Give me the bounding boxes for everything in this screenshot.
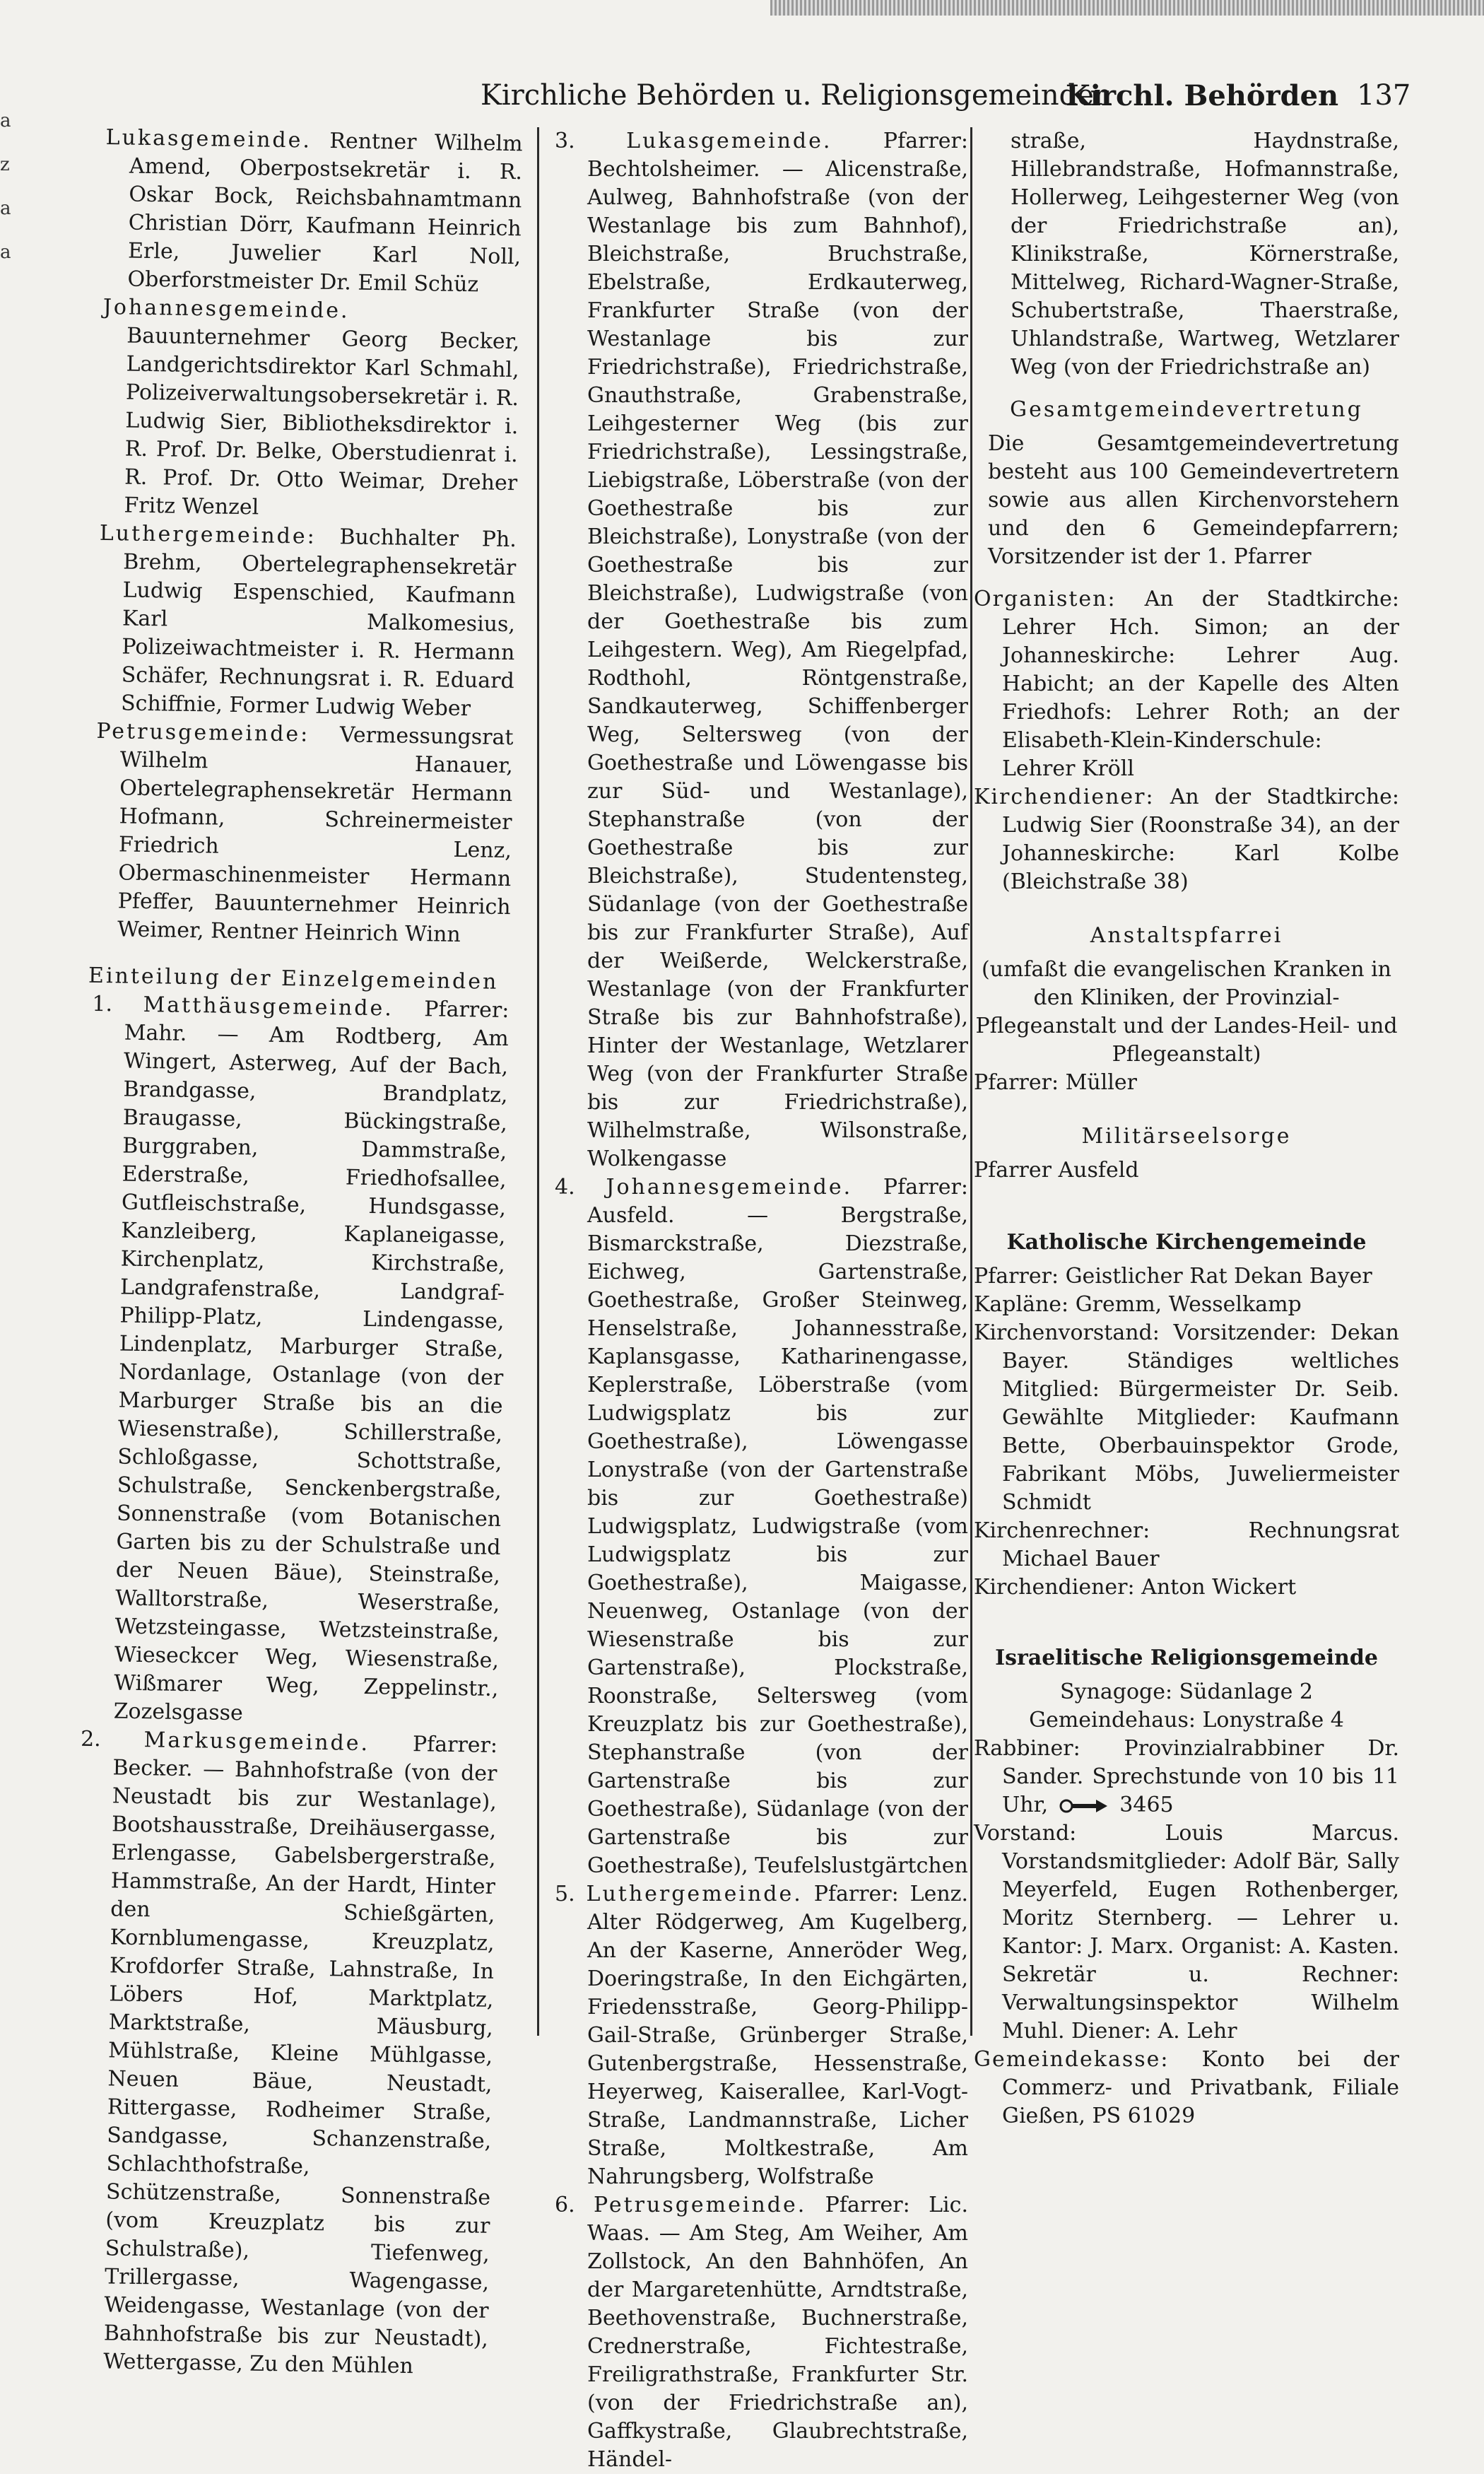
margin-marks <box>0 99 10 274</box>
gemeindekasse-entry <box>974 2046 1399 2130</box>
entry-text: Bauunternehmer Georg Becker, Landgerichtsdirektor Karl Schmahl, Polizeiverwaltungsobersekretär i. R. Ludwig Sier, Bibliotheksdirektor i. R. Prof. Dr. Belke, Oberstudienrat i. R. Prof. Dr. Otto Weimar, Dreher Fritz Wenzel <box>124 323 520 520</box>
district-number: 6. <box>555 2193 575 2217</box>
entry-head: Lukasgemeinde. <box>105 124 312 153</box>
entry-text: Vermessungsrat Wilhelm Hanauer, Obertelegraphensekretär Hermann Hofmann, Schreinermeister Friedrich Lenz, Obermaschinenmeister Hermann Pfeffer, Bauunternehmer Heinrich Weimer, Rentner Heinrich Winn <box>117 722 514 948</box>
israel-heading: Israelitische Religionsgemeinde <box>995 1646 1378 1670</box>
column-rule <box>970 127 972 2036</box>
page-number: 137 <box>1357 79 1411 112</box>
district-number: 3. <box>555 129 575 153</box>
entry-text: Rentner Wilhelm Amend, Oberpostsekretär i. R. Oskar Bock, Reichsbahnamtmann Christian Dörr, Kaufmann Heinrich Erle, Juwelier Karl Noll, Oberforstmeister Dr. Emil Schüz <box>127 128 523 298</box>
entry-text: Rabbiner: Provinzialrabbiner Dr. Sander. Sprechstunde von 10 bis 11 Uhr, <box>974 1736 1399 1817</box>
entry-head: Luthergemeinde. <box>586 1882 803 1906</box>
entry-text: An der Stadtkirche: Lehrer Hch. Simon; an der Johanneskirche: Lehrer Aug. Habicht; an der Kapelle des Alten Friedhofs: Lehrer Roth; an der Elisabeth-Klein-Kinderschule: Lehrer Kröll <box>1002 587 1399 781</box>
continuation-text: straße, Haydnstraße, Hillebrandstraße, Hofmannstraße, Hollerweg, Leihgesterner Weg (von der Friedrichstraße an), Klinikstraße, Körnerstraße, Mittelweg, Richard-Wagner-Straße, Schubertstraße, Thaerstraße, Uhlandstraße, Wartweg, Wetzlarer Weg (von der Friedrichstraße an) <box>1011 129 1399 380</box>
entry-head: Lukasgemeinde. <box>626 129 832 153</box>
kirchendiener-entry <box>974 783 1399 896</box>
entry-text: Pfarrer: Lenz. Alter Rödgerweg, Am Kugelberg, An der Kaserne, Anneröder Weg, Doeringstraße, In den Eichgärten, Friedensstraße, Georg-Philipp-Gail-Straße, Grünberger Straße, Gutenbergstraße, Hessenstraße, Heyerweg, Kaiserallee, Karl-Vogt-Straße, Landmannstraße, Licher Straße, Moltkestraße, Am Nahrungsberg, Wolfstraße <box>587 1882 968 2189</box>
katholisch-heading: Katholische Kirchengemeinde <box>1006 1230 1367 1255</box>
entry-head: Gemeindekasse: <box>974 2047 1170 2072</box>
district-number: 4. <box>555 1175 575 1200</box>
rabbiner-entry <box>974 1735 1399 1819</box>
column-middle <box>555 127 968 2472</box>
page-header <box>0 79 1484 122</box>
entry-text: Pfarrer: Bechtolsheimer. — Alicenstraße, Aulweg, Bahnhofstraße (von der Westanlage bis zum Bahnhof), Bleichstraße, Bruchstraße, Ebelstraße, Erdkauterweg, Frankfurter Straße (von der Westanlage bis zur Friedrichstraße), Friedrichstraße, Gnauthstraße, Grabenstraße, Leihgesterner Weg (bis zur Friedrichstraße), Lessingstraße, Liebigstraße, Löberstraße (von der Goethestraße bis zur Bleichstraße), Lonystraße (von der Goethestraße bis zur Bleichstraße), Ludwigstraße (von der Goethestraße bis zum Leihgestern. Weg), Am Riegelpfad, Rodthohl, Röntgenstraße, Sandkauterweg, Schiffenberger Weg, Seltersweg (von der Goethestraße und Löwengasse bis zur Süd- und Westanlage), Stephanstraße (von der Goethestraße bis zur Bleichstraße), Studentensteg, Südanlage (von der Goethestraße bis zur Frankfurter Straße), Auf der Weißerde, Welckerstraße, Westanlage (von der Frankfurter Straße bis zur Bahnhofstraße), Hinter der Westanlage, Wetzlarer Weg (von der Frankfurter Straße bis zur Friedrichstraße), Wilhelmstraße, Wilsonstraße, Wolkengasse <box>587 129 968 1171</box>
district-number: 2. <box>80 1726 101 1752</box>
margin-mark: z <box>0 154 10 175</box>
entry-head: Organisten: <box>974 587 1117 611</box>
section-short-title: Kirchl. Behörden <box>1066 79 1339 112</box>
column-right <box>974 127 1399 2128</box>
parish-district <box>555 1880 968 2191</box>
council-entry <box>93 717 514 950</box>
entry-head: Matthäusgemeinde. <box>143 992 394 1021</box>
parish-district <box>555 2191 968 2474</box>
vorstand-entry: Vorstand: Louis Marcus. Vorstandsmitglieder: Adolf Bär, Sally Meyerfeld, Eugen Rothenberger, Moritz Sternberg. — Lehrer u. Kantor: J. Marx. Organist: A. Kasten. Sekretär u. Rechner: Verwaltungsinspektor Wilhelm Muhl. Diener: A. Lehr <box>974 1821 1399 2044</box>
margin-mark: a <box>0 198 11 219</box>
entry-text: Pfarrer: Becker. — Bahnhofstraße (von der Neustadt bis zur Westanlage), Bootshausstraße, Dreihäusergasse, Erlengasse, Gabelsbergerstraße, Hammstraße, An der Hardt, Hinter den Schießgärten, Kornblumengasse, Kreuzplatz, Krofdorfer Straße, Lahnstraße, In Löbers Hof, Marktplatz, Marktstraße, Mäusburg, Mühlstraße, Kleine Mühlgasse, Neuen Bäue, Neustadt, Rittergasse, Rodheimer Straße, Sandgasse, Schanzenstraße, Schlachthofstraße, Schützenstraße, Sonnenstraße (vom Kreuzplatz bis zur Schulstraße), Tiefenweg, Trillergasse, Wagengasse, Weidengasse, Westanlage (von der Bahnhofstraße bis zur Neustadt), Wettergasse, Zu den Mühlen <box>102 1731 498 2379</box>
spacer <box>974 571 1399 585</box>
council-entry <box>103 124 523 300</box>
entry-head: Johannesgemeinde. <box>606 1175 853 1200</box>
entry-head: Johannesgemeinde. <box>102 294 350 324</box>
parish-district <box>555 127 968 1173</box>
katholisch-entry: Kirchenvorstand: Vorsitzender: Dekan Bayer. Ständiges weltliches Mitglied: Bürgermeister Dr. Seib. Gewählte Mitglieder: Kaufmann Bette, Oberbauinspektor Grode, Fabrikant Möbs, Juweliermeister Schmidt <box>974 1320 1399 1515</box>
katholisch-entry: Kapläne: Gremm, Wesselkamp <box>974 1292 1302 1317</box>
scan-edge-bar <box>770 0 1484 16</box>
anstalt-heading: Anstaltspfarrei <box>1090 923 1283 948</box>
entry-head: Petrusgemeinde: <box>96 718 310 747</box>
column-left <box>76 124 523 2379</box>
parish-district <box>81 990 509 1732</box>
council-entry <box>97 520 517 724</box>
running-title: Kirchliche Behörden u. Religionsgemeinden <box>481 79 1112 112</box>
parish-district <box>555 1173 968 1880</box>
anstalt-pfarrer: Pfarrer: Müller <box>974 1070 1137 1095</box>
militaer-heading: Militärseelsorge <box>1081 1124 1292 1149</box>
entry-text: Pfarrer: Ausfeld. — Bergstraße, Bismarckstraße, Diezstraße, Eichweg, Gartenstraße, Goethestraße, Großer Steinweg, Henselstraße, Johannesstraße, Kaplansgasse, Katharinengasse, Keplerstraße, Löberstraße (vom Ludwigsplatz bis zur Goethestraße), Löwengasse Lonystraße (von der Gartenstraße bis zur Goethestraße) Ludwigsplatz, Ludwigstraße (vom Ludwigsplatz bis zur Goethestraße), Maigasse, Neuenweg, Ostanlage (von der Wiesenstraße bis zur Gartenstraße), Plockstraße, Roonstraße, Seltersweg (vom Kreuzplatz bis zur Goethestraße), Stephanstraße (von der Gartenstraße bis zur Goethestraße), Südanlage (von der Gartenstraße bis zur Goethestraße), Teufelslustgärtchen <box>587 1175 968 1878</box>
district-number: 5. <box>555 1882 575 1906</box>
council-entry <box>100 293 520 526</box>
parish-district <box>71 1725 497 2382</box>
katholisch-entry: Kirchendiener: Anton Wickert <box>974 1575 1297 1600</box>
division-heading: Einteilung der Einzelgemeinden <box>88 963 499 995</box>
telephone-key-icon <box>1059 1798 1109 1814</box>
entry-head: Luthergemeinde: <box>99 520 317 549</box>
phone-number: 3465 <box>1119 1793 1174 1817</box>
entry-head: Kirchendiener: <box>974 785 1155 809</box>
gemeindehaus-line: Gemeindehaus: Lonystraße 4 <box>1029 1708 1344 1733</box>
gesamt-heading: Gesamtgemeindevertretung <box>1010 397 1363 422</box>
militaer-pfarrer: Pfarrer Ausfeld <box>974 1158 1139 1183</box>
margin-mark: a <box>0 242 11 263</box>
column-rule <box>537 127 539 2036</box>
district-number: 1. <box>92 991 113 1017</box>
entry-text: Buchhalter Ph. Brehm, Obertelegraphensekretär Ludwig Espenschied, Kaufmann Karl Malkomesius, Polizeiwachtmeister i. R. Hermann Schäfer, Rechnungsrat i. R. Eduard Schiffnie, Former Ludwig Weber <box>120 524 517 722</box>
gesamt-text: Die Gesamtgemeindevertretung besteht aus 100 Gemeindevertretern sowie aus allen Kirchenvorstehern und den 6 Gemeindepfarrern; Vorsitzender ist der 1. Pfarrer <box>988 431 1399 569</box>
katholisch-entry: Kirchenrechner: Rechnungsrat Michael Bauer <box>974 1518 1399 1571</box>
organisten-entry <box>974 585 1399 783</box>
anstalt-text: (umfaßt die evangelischen Kranken in den Kliniken, der Provinzial-Pflegeanstalt und der Landes-Heil- und Pflegeanstalt) <box>975 957 1398 1067</box>
entry-text: Pfarrer: Mahr. — Am Rodtberg, Am Wingert, Asterweg, Auf der Bach, Brandgasse, Brandplatz, Braugasse, Bückingstraße, Burggraben, Dammstraße, Ederstraße, Friedhofsallee, Gutfleischstraße, Hundsgasse, Kanzleiberg, Kaplaneigasse, Kirchenplatz, Kirchstraße, Landgrafenstraße, Landgraf-Philipp-Platz, Lindengasse, Lindenplatz, Marburger Straße, Nordanlage, Ostanlage (von der Marburger Straße bis an die Wiesenstraße), Schillerstraße, Schloßgasse, Schottstraße, Schulstraße, Senckenbergstraße, Sonnenstraße (vom Botanischen Garten bis zu der Schulstraße und der Neuen Bäue), Steinstraße, Walltorstraße, Weserstraße, Wetzsteingasse, Wetzsteinstraße, Wieseckcer Weg, Wiesenstraße, Wißmarer Weg, Zeppelinstr., Zozelsgasse <box>113 996 510 1726</box>
entry-text: An der Stadtkirche: Ludwig Sier (Roonstraße 34), an der Johanneskirche: Karl Kolbe (Bleichstraße 38) <box>1002 785 1399 894</box>
entry-text: Pfarrer: Lic. Waas. — Am Steg, Am Weiher, Am Zollstock, An den Bahnhöfen, An der Margaretenhütte, Arndtstraße, Beethovenstraße, Buchnerstraße, Crednerstraße, Fichtestraße, Freiligrathstraße, Frankfurter Str. (von der Friedrichstraße an), Gaffkystraße, Glaubrechtstraße, Händel- <box>587 2193 968 2472</box>
synagoge-line: Synagoge: Südanlage 2 <box>1060 1679 1313 1704</box>
entry-head: Petrusgemeinde. <box>594 2193 807 2217</box>
entry-text: Konto bei der Commerz- und Privatbank, Filiale Gießen, PS 61029 <box>1002 2047 1399 2128</box>
katholisch-entry: Pfarrer: Geistlicher Rat Dekan Bayer <box>974 1264 1372 1289</box>
entry-head: Markusgemeinde. <box>143 1728 370 1757</box>
margin-mark: a <box>0 110 11 131</box>
